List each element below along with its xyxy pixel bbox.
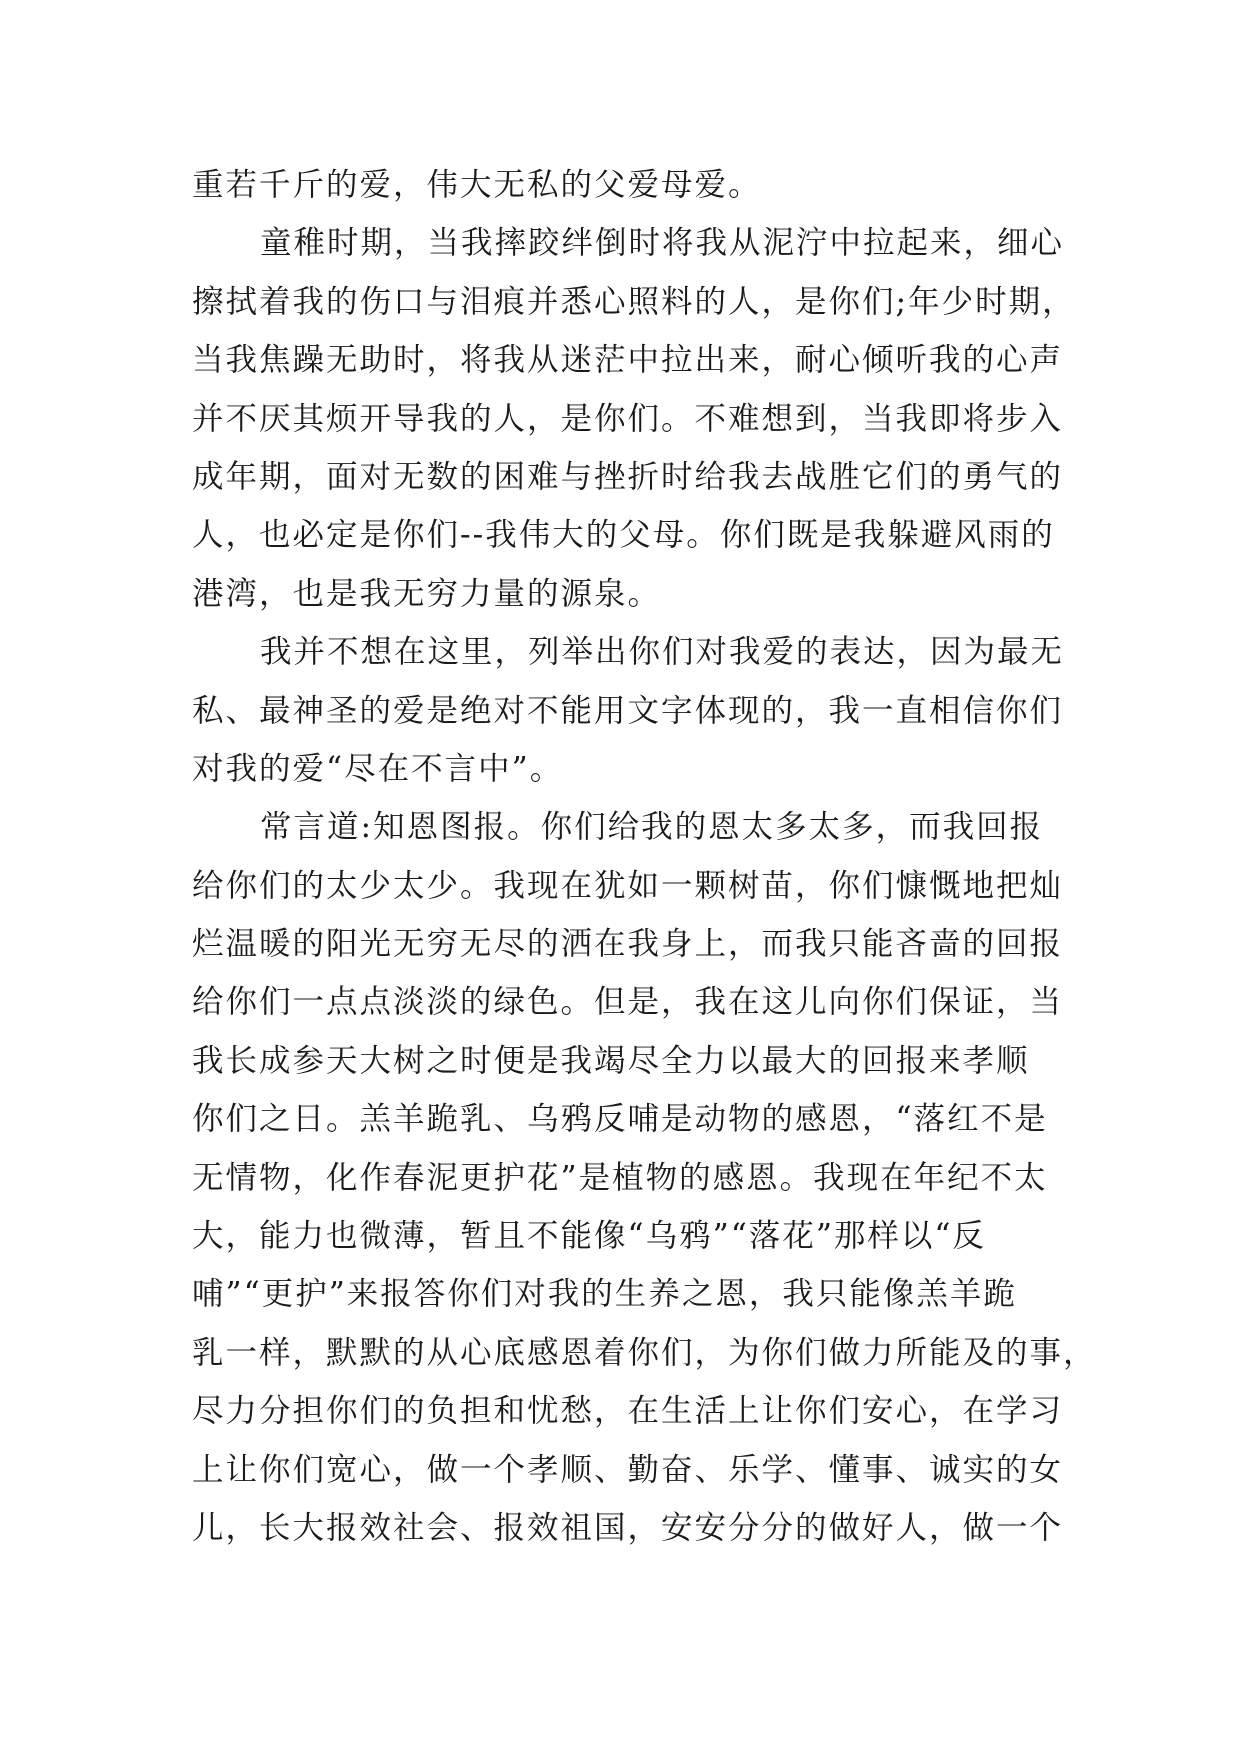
body-text	[192, 156, 1097, 1557]
paragraph-first-line: 童稚时期，当我摔跤绊倒时将我从泥泞中拉起来，细心	[260, 225, 1065, 262]
text-line: 儿，长大报效社会、报效祖国，安安分分的做好人，做一个	[192, 1509, 1064, 1546]
text-line: 当我焦躁无助时，将我从迷茫中拉出来，耐心倾听我的心声	[192, 342, 1064, 379]
text-line: 哺”“更护”来报答你们对我的生养之恩，我只能像羔羊跪	[192, 1276, 1017, 1313]
text-line: 并不厌其烦开导我的人，是你们。不难想到，当我即将步入	[192, 400, 1064, 437]
text-line: 人，也必定是你们--我伟大的父母。你们既是我躲避风雨的	[192, 517, 1055, 554]
text-line: 尽力分担你们的负担和忧愁，在生活上让你们安心，在学习	[192, 1393, 1064, 1430]
text-line: 大，能力也微薄，暂且不能像“乌鸦”“落花”那样以“反	[192, 1218, 987, 1255]
text-line: 港湾，也是我无穷力量的源泉。	[192, 575, 662, 612]
text-line: 乳一样，默默的从心底感恩着你们，为你们做力所能及的事，	[192, 1334, 1097, 1371]
text-line: 擦拭着我的伤口与泪痕并悉心照料的人，是你们;年少时期，	[192, 283, 1076, 320]
text-line: 私、最神圣的爱是绝对不能用文字体现的，我一直相信你们	[192, 692, 1064, 729]
text-line: 给你们一点点淡淡的绿色。但是，我在这儿向你们保证，当	[192, 984, 1064, 1021]
text-line: 对我的爱“尽在不言中”。	[192, 750, 564, 787]
text-line: 你们之日。羔羊跪乳、乌鸦反哺是动物的感恩，“落红不是	[192, 1101, 1048, 1138]
text-line: 烂温暖的阳光无穷无尽的洒在我身上，而我只能吝啬的回报	[192, 926, 1064, 963]
text-line: 重若千斤的爱，伟大无私的父爱母爱。	[192, 167, 762, 203]
text-line: 我长成参天大树之时便是我竭尽全力以最大的回报来孝顺	[192, 1042, 1030, 1079]
text-line: 成年期，面对无数的困难与挫折时给我去战胜它们的勇气的	[192, 458, 1064, 495]
text-line: 无情物，化作春泥更护花”是植物的感恩。我现在年纪不太	[192, 1159, 1048, 1196]
text-line: 上让你们宽心，做一个孝顺、勤奋、乐学、懂事、诚实的女	[192, 1451, 1064, 1488]
paragraph-first-line: 我并不想在这里，列举出你们对我爱的表达，因为最无	[260, 634, 1065, 671]
paragraph-first-line: 常言道:知恩图报。你们给我的恩太多太多，而我回报	[260, 809, 1044, 846]
text-line: 给你们的太少太少。我现在犹如一颗树苗，你们慷慨地把灿	[192, 867, 1064, 904]
